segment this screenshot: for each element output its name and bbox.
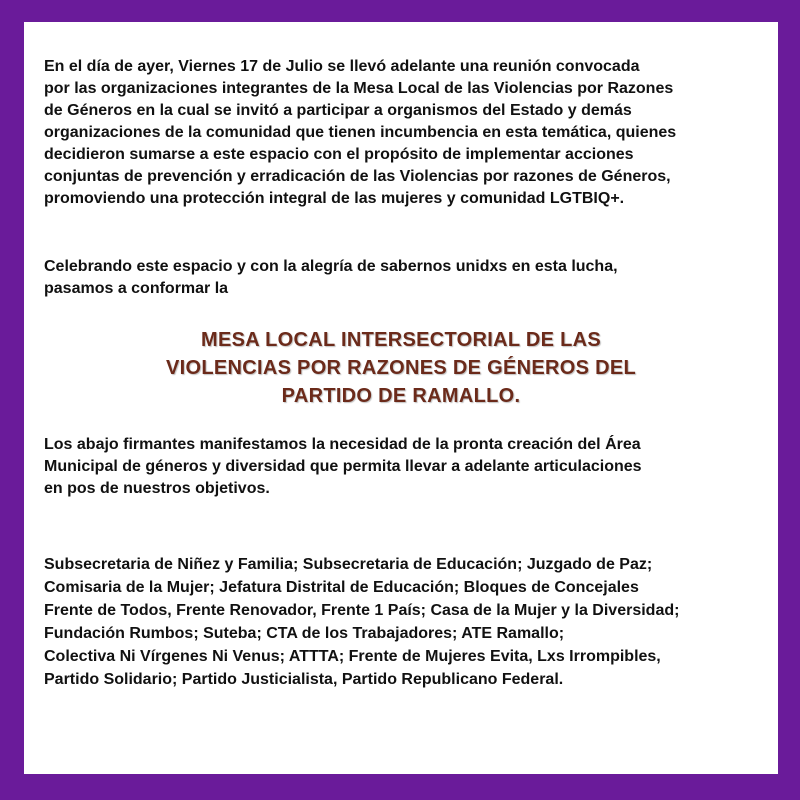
signatories-list: Subsecretaria de Niñez y Familia; Subsecretaria de Educación; Juzgado de Paz; Comisaria de la Mujer; Jefatura Distrital de Educación; Bloques de Concejales Frente de Todos, Frente Renovador, Frente 1 País; Casa de la Mujer y la Diversidad; Fundación Rumbos; Suteba; CTA de los Trabajadores; ATE Ramallo; Colectiva Ni Vírgenes Ni Venus; ATTTA; Frente de Mujeres Evita, Lxs Irrompibles, Partido Solidario; Partido Justicialista, Partido Republicano Federal. <box>44 556 680 688</box>
request-paragraph: Los abajo firmantes manifestamos la necesidad de la pronta creación del Área Municipal de géneros y diversidad que permita llevar a adelante articulaciones en pos de nuestros objetivos. <box>44 436 642 497</box>
intro-paragraph: En el día de ayer, Viernes 17 de Julio se llevó adelante una reunión convocada por las organizaciones integrantes de la Mesa Local de las Violencias por Razones de Géneros en la cual se invitó a participar a organismos del Estado y demás organizaciones de la comunidad que tienen incumbencia en esta temática, quienes decidieron sumarse a este espacio con el propósito de implementar acciones conjuntas de prevención y erradicación de las Violencias por razones de Géneros, promoviendo una protección integral de las mujeres y comunidad LGTBIQ+. <box>44 58 677 207</box>
document-page <box>24 22 778 774</box>
document-heading: MESA LOCAL INTERSECTORIAL DE LAS VIOLENCIAS POR RAZONES DE GÉNEROS DEL PARTIDO DE RAMALLO. <box>165 329 637 407</box>
celebration-paragraph: Celebrando este espacio y con la alegría de sabernos unidxs en esta lucha, pasamos a conformar la <box>44 258 618 297</box>
